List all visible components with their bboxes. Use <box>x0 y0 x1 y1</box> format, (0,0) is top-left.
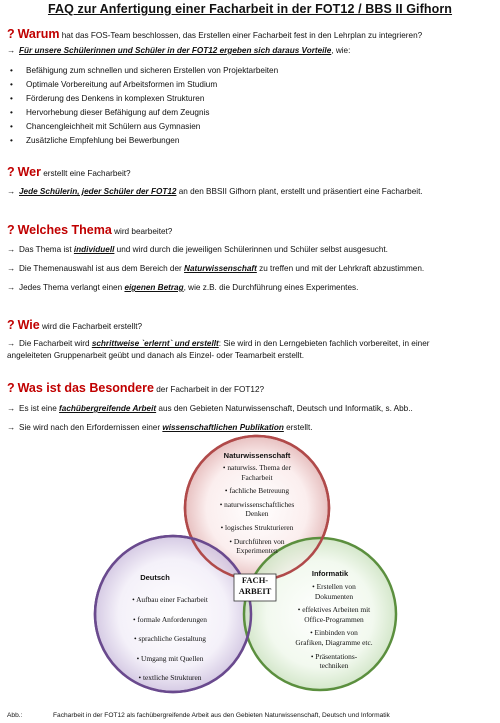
venn-title-deutsch: Deutsch <box>140 573 170 582</box>
arrow-icon: → <box>7 283 16 292</box>
venn-item: • textliche Strukturen <box>138 673 202 682</box>
text: aus den Gebieten Naturwissenschaft, Deutsch und Informatik, s. Abb.. <box>156 404 413 413</box>
text: und wird durch die jeweiligen Schülerinnen und Schüler selbst ausgesucht. <box>114 245 388 254</box>
emphasis: schrittweise `erlernt` und erstellt <box>91 339 219 348</box>
text: : Sie wird in den Lerngebieten fachlich vorbereitet, in einer <box>218 339 430 348</box>
venn-item: techniken <box>319 661 349 671</box>
text: , wie z.B. die Durchführung eines Experimentes. <box>183 283 359 292</box>
emphasis: fachübergreifende Arbeit <box>59 404 157 413</box>
text: zu treffen und mit der Lehrkraft abzustimmen. <box>256 264 425 273</box>
section-keyword: Wie <box>17 318 40 332</box>
question-mark: ? <box>7 165 15 179</box>
text: Sie wird nach den Erfordernissen einer <box>19 423 163 432</box>
section-question: wird bearbeitet? <box>111 227 173 236</box>
lead-text: Für unsere Schülerinnen und Schüler in der FOT12 ergeben sich daraus Vorteile <box>19 46 332 55</box>
section-question: erstellt eine Facharbeit? <box>40 169 131 178</box>
venn-item: Denken <box>245 509 269 519</box>
section-keyword: Wer <box>17 165 41 179</box>
text: erstellt. <box>283 423 313 432</box>
arrow-icon: → <box>7 46 16 55</box>
figure-caption <box>7 712 390 719</box>
arrow-icon: → <box>7 339 16 348</box>
document-title: FAQ zur Anfertigung einer Facharbeit in der FOT12 / BBS II Gifhorn <box>47 2 453 16</box>
venn-item: • Erstellen von <box>312 582 356 591</box>
text: Das Thema ist <box>19 245 74 254</box>
venn-item: • formale Anforderungen <box>132 614 207 624</box>
venn-item: Experimenten <box>236 546 278 556</box>
venn-item: • Präsentations- <box>310 651 358 661</box>
venn-items-informatik <box>275 582 393 671</box>
lead-text: Jede Schülerin, jeder Schüler der FOT12 <box>19 187 177 196</box>
venn-item: • naturwissenschaftliches <box>219 499 295 509</box>
venn-item: Grafiken, Diagramme etc. <box>295 637 373 647</box>
venn-item: • Einbinden von <box>310 628 358 638</box>
venn-item: Office-Programmen <box>304 614 364 624</box>
venn-item: • logisches Strukturieren <box>220 522 294 532</box>
venn-title-informatik: Informatik <box>311 569 349 578</box>
text: Jedes Thema verlangt einen <box>19 283 125 292</box>
wie-line-2: angeleiteten Gruppenarbeit geübt und danach als Einzel- oder Teamarbeit erstellt. <box>7 351 305 360</box>
venn-item: • fachliche Betreuung <box>224 486 290 496</box>
emphasis: wissenschaftlichen Publikation <box>162 423 284 432</box>
list-item: • Hervorhebung dieser Befähigung auf dem Zeugnis <box>26 108 209 117</box>
emphasis: individuell <box>73 245 115 254</box>
center-label-line: FACH- <box>241 575 269 585</box>
list-item: • Chancengleichheit mit Schülern aus Gymnasien <box>26 122 200 131</box>
venn-item: Facharbeit <box>241 472 273 482</box>
venn-item: • naturwiss. Thema der <box>222 463 292 472</box>
caption-label: Abb.: <box>7 712 23 719</box>
venn-items-naturwissenschaft <box>200 463 314 556</box>
arrow-icon: → <box>7 423 16 432</box>
section-question: der Facharbeit in der FOT12? <box>153 385 265 394</box>
emphasis: eigenen Betrag <box>124 283 184 292</box>
text: Die Facharbeit wird <box>19 339 92 348</box>
arrow-icon: → <box>7 187 16 196</box>
list-item: • Optimale Vorbereitung auf Arbeitsformen im Studium <box>26 80 217 89</box>
section-question: wird die Facharbeit erstellt? <box>39 322 143 331</box>
center-label <box>234 575 276 597</box>
venn-item: • Aufbau einer Facharbeit <box>132 595 208 604</box>
venn-title-naturwissenschaft: Naturwissenschaft <box>223 451 291 460</box>
section-question: hat das FOS-Team beschlossen, das Erstellen einer Facharbeit fest in den Lehrplan zu integrieren? <box>59 31 423 40</box>
question-mark: ? <box>7 223 15 237</box>
venn-item: • effektives Arbeiten mit <box>297 605 371 615</box>
arrow-icon: → <box>7 245 16 254</box>
venn-item: • sprachliche Gestaltung <box>134 634 206 643</box>
section-keyword: Warum <box>17 27 60 41</box>
question-mark: ? <box>7 318 15 332</box>
question-mark: ? <box>7 27 15 41</box>
list-item: • Förderung des Denkens in komplexen Strukturen <box>26 94 204 103</box>
text: Es ist eine <box>19 404 60 413</box>
lead-tail: , wie: <box>331 46 351 55</box>
arrow-icon: → <box>7 264 16 273</box>
emphasis: Naturwissenschaft <box>184 264 257 273</box>
venn-item: • Umgang mit Quellen <box>136 653 204 663</box>
text: Die Themenauswahl ist aus dem Bereich der <box>19 264 185 273</box>
center-label-line: ARBEIT <box>238 586 272 596</box>
venn-items-deutsch <box>111 590 229 688</box>
list-item: • Zusätzliche Empfehlung bei Bewerbungen <box>26 136 179 145</box>
caption-text: Facharbeit in der FOT12 als fachübergreifende Arbeit aus den Gebieten Naturwissenschaft, Deutsch und Informatik <box>53 712 390 719</box>
venn-item: • Durchführen von <box>229 536 285 546</box>
section-keyword: Welches Thema <box>17 223 112 237</box>
arrow-icon: → <box>7 404 16 413</box>
question-mark: ? <box>7 381 15 395</box>
list-item: • Befähigung zum schnellen und sicheren Erstellen von Projektarbeiten <box>26 66 278 75</box>
section-keyword: Was ist das Besondere <box>17 381 154 395</box>
lead-tail: an den BBSII Gifhorn plant, erstellt und präsentiert eine Facharbeit. <box>176 187 423 196</box>
venn-item: Dokumenten <box>314 591 354 601</box>
